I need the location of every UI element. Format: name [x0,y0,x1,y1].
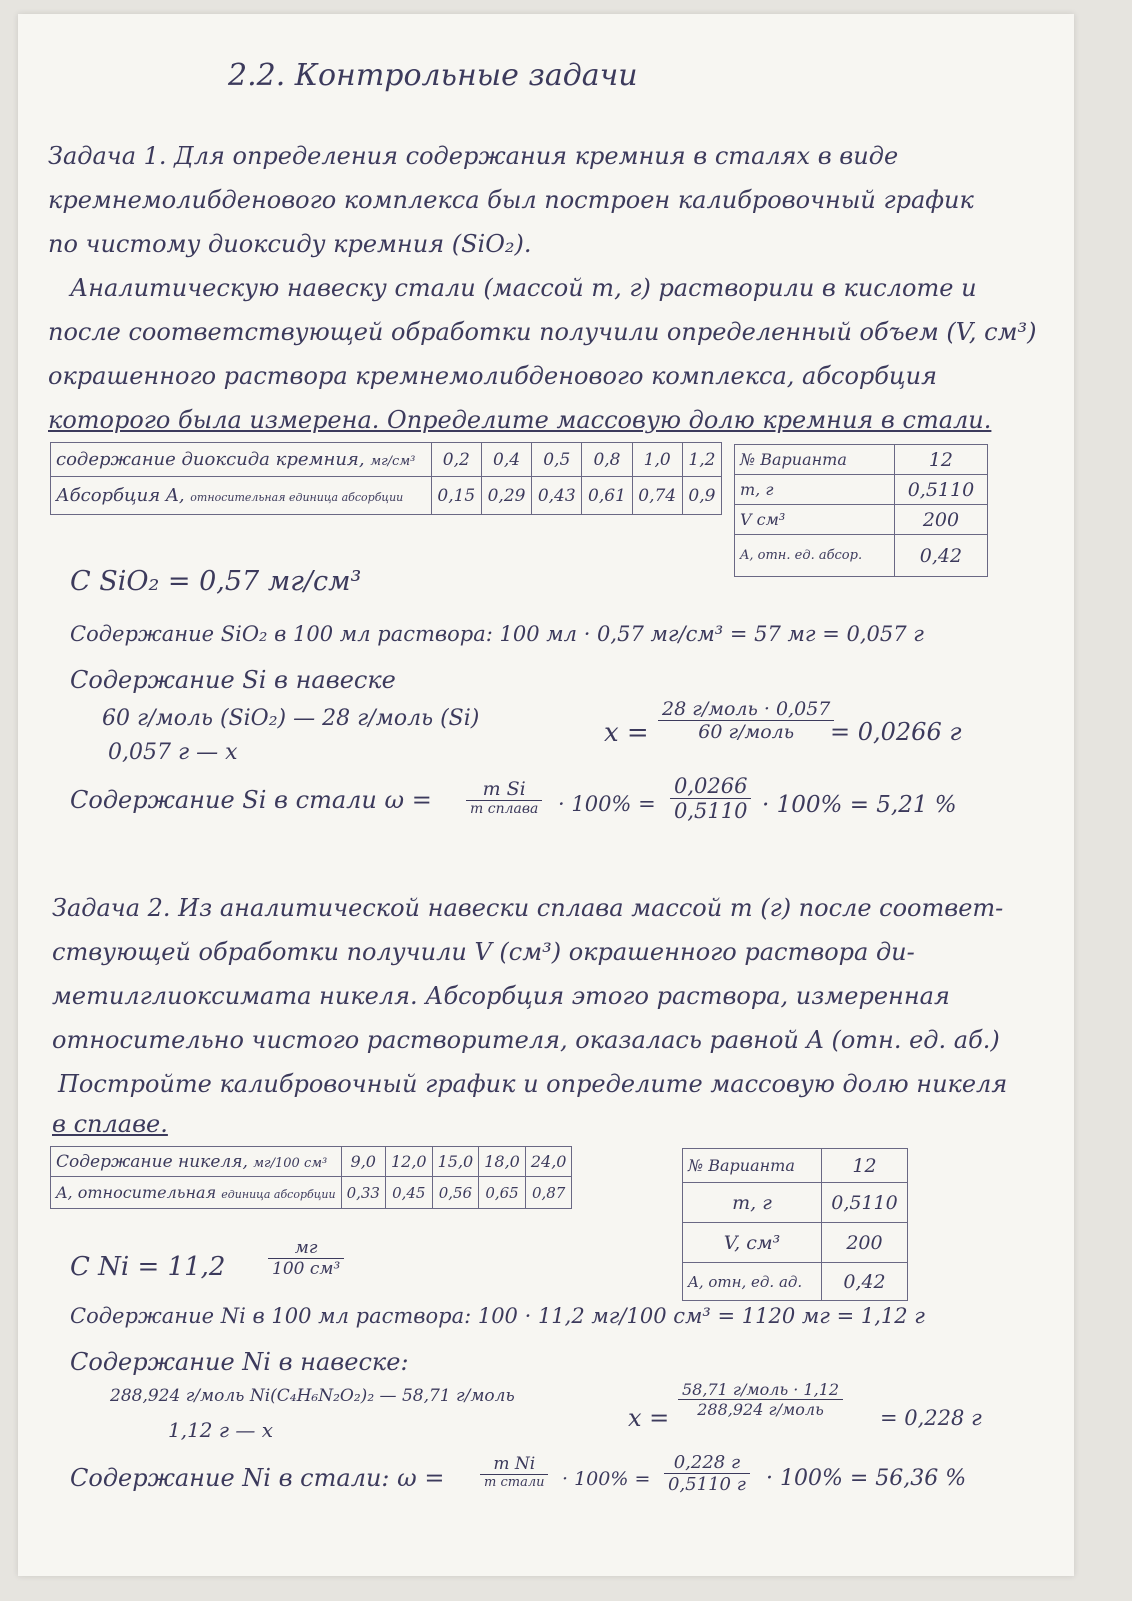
task1-row1-unit: мг/см³ [370,454,416,469]
task1-content-100ml: Содержание SiO₂ в 100 мл раствора: 100 мл · 0,57 мг/см³ = 57 мг = 0,057 г [70,622,924,646]
task1-x-label: x = [604,718,649,748]
task1-r1-c5: 1,0 [632,443,682,477]
task1-var-label-1: № Варианта [735,445,895,475]
task2-w2-fraction [664,1452,750,1495]
task1-row2-label: Абсорбция A, [56,485,185,506]
task1-w-numerator: m Si [466,778,542,801]
task2-x-fraction [678,1380,843,1419]
task2-c-numerator: мг [268,1238,344,1259]
task2-var-value-2: 0,5110 [821,1183,907,1223]
task1-w-result: · 100% = 5,21 % [762,792,957,818]
task2-var-value-3: 200 [821,1223,907,1263]
task2-var-label-1: № Варианта [683,1149,822,1183]
task1-proportion-row2: 0,057 г — x [108,740,238,765]
task2-w-fraction [480,1454,548,1490]
task1-row2-note: относительная единица абсорбции [190,491,404,504]
task2-r2-c1: 0,33 [341,1177,385,1209]
task2-row1-label: Содержание никеля, [56,1151,248,1172]
task2-x-label: x = [628,1404,670,1432]
task2-w-denominator: m стали [484,1475,545,1490]
task2-content-ni-heading: Содержание Ni в навеске: [70,1348,409,1376]
task2-r2-c2: 0,45 [385,1177,432,1209]
task2-row2-label: A, относительная [56,1183,217,1202]
task2-w2-denominator: 0,5110 г [668,1474,746,1495]
task1-steel-label: Содержание Si в стали ω = [70,786,432,814]
task2-w2-numerator: 0,228 г [664,1452,750,1474]
task1-r2-c5: 0,74 [632,477,682,515]
task2-line-1: Задача 2. Из аналитической навески сплава массой m (г) после соответ- [52,894,1004,922]
task1-var-value-3: 200 [894,505,987,535]
task1-w2-denominator: 0,5110 [674,799,748,823]
task2-line-5: Постройте калибровочный график и определите массовую долю никеля [58,1070,1008,1098]
task1-row1-label: содержание диоксида кремния, [56,449,365,470]
task2-r2-c3: 0,56 [432,1177,479,1209]
task2-proportion-row1: 288,924 г/моль Ni(C₄H₆N₂O₂)₂ — 58,71 г/моль [110,1386,515,1406]
task2-row1-label-cell [51,1147,342,1177]
task2-line-3: метилглиоксимата никеля. Абсорбция этого раствора, измеренная [52,982,950,1010]
task1-content-si-heading: Содержание Si в навеске [70,666,396,694]
task2-var-value-4: 0,42 [821,1263,907,1301]
task1-w2-fraction [670,774,751,823]
task2-steel-label: Содержание Ni в стали: ω = [70,1464,445,1492]
task2-r1-c5: 24,0 [525,1147,572,1177]
task1-r2-c3: 0,43 [532,477,582,515]
task2-w-mid: · 100% = [562,1468,651,1490]
task1-r1-c3: 0,5 [532,443,582,477]
task2-row2-note: единица абсорбции [221,1188,336,1201]
task1-proportion-row1: 60 г/моль (SiO₂) — 28 г/моль (Si) [102,706,480,731]
task2-calibration-table [50,1146,572,1209]
task1-x-result: = 0,0266 г [830,718,962,746]
task1-line-7: которого была измерена. Определите массовую долю кремния в стали. [48,406,992,434]
task1-r2-c6: 0,9 [682,477,721,515]
task1-var-label-4: A, отн. ед. абсор. [735,535,895,577]
task1-line-6: окрашенного раствора кремнемолибденового комплекса, абсорбция [48,362,938,390]
task1-var-label-2: m, г [735,475,895,505]
task1-line-3: по чистому диоксиду кремния (SiO₂). [48,230,532,258]
task2-c-denominator: 100 см³ [272,1259,341,1279]
task1-r1-c4: 0,8 [582,443,632,477]
task1-r2-c4: 0,61 [582,477,632,515]
task1-x-denominator: 60 г/моль [698,721,795,743]
task1-r2-c1: 0,15 [431,477,481,515]
task1-var-value-4: 0,42 [894,535,987,577]
task1-w-denominator: m сплава [470,801,539,817]
task2-concentration: C Ni = 11,2 [70,1252,226,1282]
paper-sheet [18,14,1074,1576]
task1-w-mid: · 100% = [558,792,656,816]
task2-r1-c3: 15,0 [432,1147,479,1177]
task2-variant-table [682,1148,908,1301]
task1-line-5: после соответствующей обработки получили определенный объем (V, см³) [48,318,1037,346]
task2-x-result: = 0,228 г [880,1406,982,1430]
task1-line-4: Аналитическую навеску стали (массой m, г) растворили в кислоте и [70,274,977,302]
task2-var-label-2: m, г [683,1183,822,1223]
task2-r2-c5: 0,87 [525,1177,572,1209]
page-title: 2.2. Контрольные задачи [228,58,638,93]
task2-line-4: относительно чистого растворителя, оказалась равной A (отн. ед. аб.) [52,1026,1000,1054]
task2-row1-unit: мг/100 см³ [253,1155,328,1171]
task1-x-numerator: 28 г/моль · 0,057 [658,698,834,721]
task2-w-numerator: m Ni [480,1454,548,1475]
task1-calibration-table [50,442,722,515]
task1-w2-numerator: 0,0266 [670,774,751,799]
task2-var-value-1: 12 [821,1149,907,1183]
task2-c-fraction [268,1238,344,1279]
task1-variant-table [734,444,988,577]
task1-r1-c2: 0,4 [481,443,531,477]
task1-var-label-3: V см³ [735,505,895,535]
task2-r1-c2: 12,0 [385,1147,432,1177]
task2-w-result: · 100% = 56,36 % [766,1466,967,1491]
task1-var-value-1: 12 [894,445,987,475]
task2-r1-c1: 9,0 [341,1147,385,1177]
task1-line-2: кремнемолибденового комплекса был построен калибровочный график [48,186,974,214]
task2-x-numerator: 58,71 г/моль · 1,12 [678,1380,843,1400]
task2-row2-label-cell [51,1177,342,1209]
task1-r2-c2: 0,29 [481,477,531,515]
task2-line-6: в сплаве. [52,1110,168,1138]
task1-row1-label-cell [51,443,432,477]
task1-line-1: Задача 1. Для определения содержания кремния в сталях в виде [48,142,899,170]
task1-x-fraction [658,698,834,743]
task1-var-value-2: 0,5110 [894,475,987,505]
task2-x-denominator: 288,924 г/моль [697,1400,824,1419]
task2-var-label-4: A, отн, ед. ад. [683,1263,822,1301]
task2-r2-c4: 0,65 [479,1177,526,1209]
task2-r1-c4: 18,0 [479,1147,526,1177]
task1-w-fraction [466,778,542,817]
task1-r1-c1: 0,2 [431,443,481,477]
task1-r1-c6: 1,2 [682,443,721,477]
task2-line-2: ствующей обработки получили V (см³) окрашенного раствора ди- [52,938,915,966]
task2-content-100ml: Содержание Ni в 100 мл раствора: 100 · 11,2 мг/100 см³ = 1120 мг = 1,12 г [70,1304,925,1328]
task2-var-label-3: V, см³ [683,1223,822,1263]
task1-concentration: C SiO₂ = 0,57 мг/см³ [70,566,362,597]
task1-row2-label-cell [51,477,432,515]
task2-proportion-row2: 1,12 г — x [168,1418,273,1442]
